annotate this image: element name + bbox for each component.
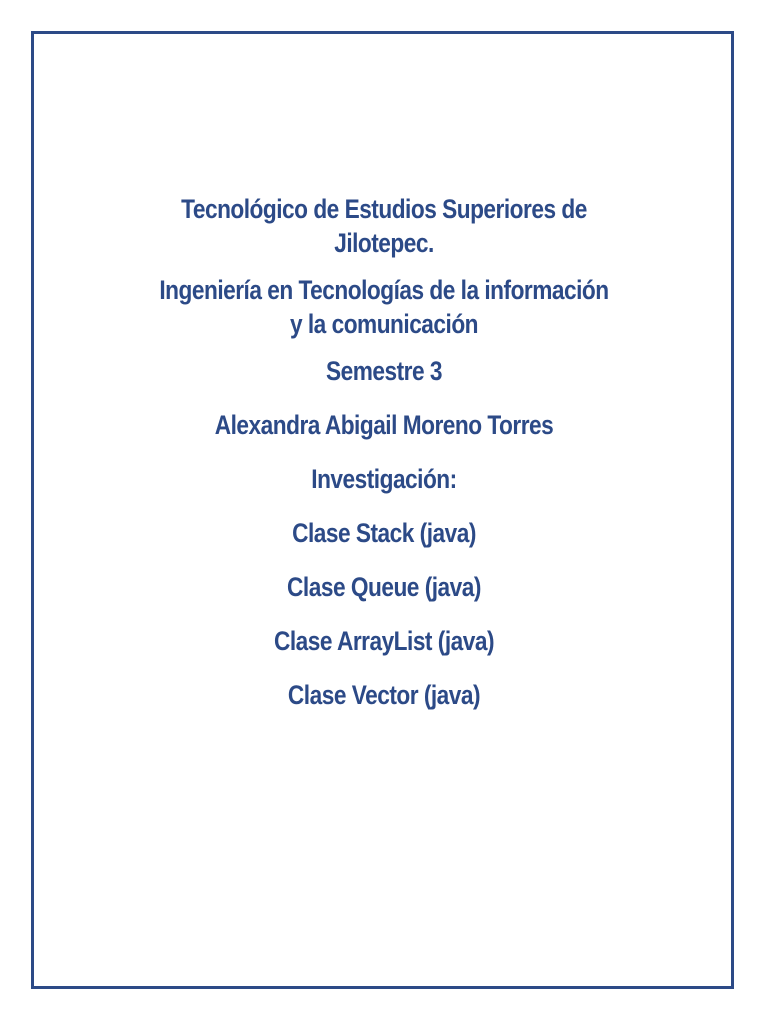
career-line-2: y la comunicación [289, 309, 479, 339]
topic-item: Clase Vector (java) [287, 680, 481, 710]
institution-line-1: Tecnológico de Estudios Superiores de [181, 194, 587, 224]
institution-block [112, 192, 656, 260]
topic-item: Clase Stack (java) [292, 518, 476, 548]
cover-content [112, 192, 656, 732]
topic-block-1 [112, 516, 656, 550]
student-block [112, 408, 656, 442]
semester-label: Semestre 3 [325, 356, 442, 386]
semester-block [112, 354, 656, 388]
student-name: Alexandra Abigail Moreno Torres [214, 410, 554, 440]
assignment-block [112, 462, 656, 496]
career-block [112, 273, 656, 341]
topic-block-2 [112, 570, 656, 604]
assignment-title: Investigación: [311, 464, 457, 494]
career-line-1: Ingeniería en Tecnologías de la información [159, 275, 609, 305]
institution-line-2: Jilotepec. [334, 228, 434, 258]
topic-item: Clase ArrayList (java) [273, 626, 495, 656]
topic-block-3 [112, 624, 656, 658]
topic-item: Clase Queue (java) [287, 572, 481, 602]
topic-block-4 [112, 678, 656, 712]
